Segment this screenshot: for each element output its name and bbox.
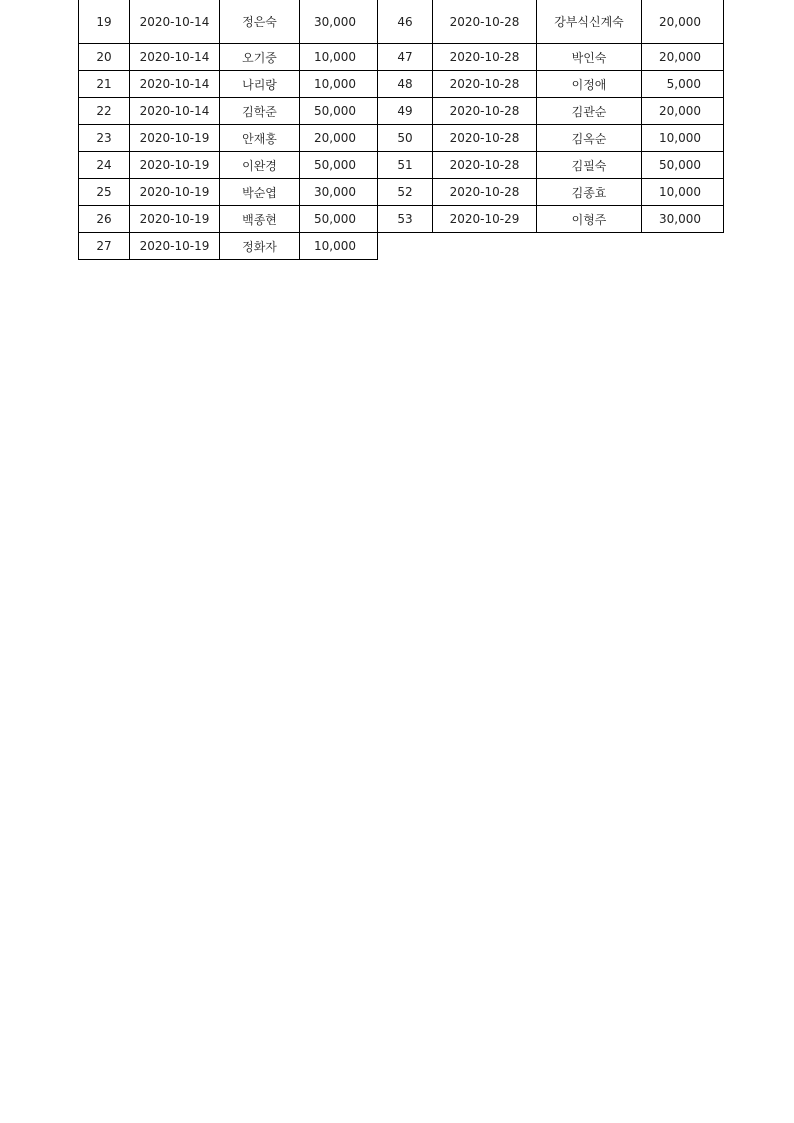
empty-cell — [537, 233, 642, 260]
donation-amount: 30,000 — [300, 0, 378, 44]
entry-number: 22 — [79, 98, 130, 125]
entry-number: 50 — [378, 125, 433, 152]
entry-date: 2020-10-28 — [433, 71, 537, 98]
table-row — [79, 206, 724, 233]
donor-name: 박순엽 — [220, 179, 300, 206]
donation-amount: 50,000 — [642, 152, 724, 179]
entry-number: 23 — [79, 125, 130, 152]
entry-number: 49 — [378, 98, 433, 125]
donor-name: 정화자 — [220, 233, 300, 260]
donor-name: 김관순 — [537, 98, 642, 125]
entry-number: 48 — [378, 71, 433, 98]
donor-name: 안재홍 — [220, 125, 300, 152]
donation-amount: 20,000 — [642, 98, 724, 125]
entry-date: 2020-10-29 — [433, 206, 537, 233]
entry-number: 27 — [79, 233, 130, 260]
empty-cell — [378, 233, 433, 260]
donation-amount: 30,000 — [642, 206, 724, 233]
entry-date: 2020-10-14 — [130, 0, 220, 44]
donor-name: 이완경 — [220, 152, 300, 179]
entry-number: 19 — [79, 0, 130, 44]
donation-amount: 30,000 — [300, 179, 378, 206]
table-row — [79, 125, 724, 152]
donor-name: 김옥순 — [537, 125, 642, 152]
donor-name: 백종현 — [220, 206, 300, 233]
entry-number: 46 — [378, 0, 433, 44]
table-row — [79, 179, 724, 206]
donation-amount: 20,000 — [642, 0, 724, 44]
donation-amount: 10,000 — [642, 179, 724, 206]
entry-number: 52 — [378, 179, 433, 206]
entry-number: 20 — [79, 44, 130, 71]
entry-date: 2020-10-28 — [433, 152, 537, 179]
entry-date: 2020-10-14 — [130, 71, 220, 98]
entry-date: 2020-10-14 — [130, 98, 220, 125]
donation-amount: 50,000 — [300, 152, 378, 179]
empty-cell — [642, 233, 724, 260]
donor-name: 이정애 — [537, 71, 642, 98]
entry-date: 2020-10-14 — [130, 44, 220, 71]
table-row — [79, 233, 724, 260]
table-row — [79, 71, 724, 98]
entry-number: 21 — [79, 71, 130, 98]
donor-name: 나리랑 — [220, 71, 300, 98]
entry-date: 2020-10-28 — [433, 179, 537, 206]
entry-date: 2020-10-28 — [433, 0, 537, 44]
table-row — [79, 0, 724, 44]
donation-amount: 10,000 — [300, 44, 378, 71]
donation-table — [78, 0, 724, 260]
entry-date: 2020-10-28 — [433, 98, 537, 125]
entry-number: 51 — [378, 152, 433, 179]
entry-number: 24 — [79, 152, 130, 179]
donor-name: 강부식신계숙 — [537, 0, 642, 44]
donor-name: 박인숙 — [537, 44, 642, 71]
entry-number: 26 — [79, 206, 130, 233]
entry-number: 25 — [79, 179, 130, 206]
entry-date: 2020-10-19 — [130, 152, 220, 179]
donation-amount: 10,000 — [300, 71, 378, 98]
table-row — [79, 152, 724, 179]
entry-date: 2020-10-19 — [130, 233, 220, 260]
entry-date: 2020-10-28 — [433, 125, 537, 152]
entry-date: 2020-10-19 — [130, 179, 220, 206]
donation-amount: 5,000 — [642, 71, 724, 98]
donor-name: 김필숙 — [537, 152, 642, 179]
entry-number: 47 — [378, 44, 433, 71]
donor-name: 이형주 — [537, 206, 642, 233]
donation-amount: 50,000 — [300, 206, 378, 233]
empty-cell — [433, 233, 537, 260]
donation-amount: 50,000 — [300, 98, 378, 125]
table-row — [79, 98, 724, 125]
donation-amount: 20,000 — [642, 44, 724, 71]
donor-name: 김학준 — [220, 98, 300, 125]
entry-date: 2020-10-19 — [130, 206, 220, 233]
table-row — [79, 44, 724, 71]
entry-number: 53 — [378, 206, 433, 233]
donation-amount: 10,000 — [300, 233, 378, 260]
entry-date: 2020-10-19 — [130, 125, 220, 152]
donor-name: 김종효 — [537, 179, 642, 206]
entry-date: 2020-10-28 — [433, 44, 537, 71]
donor-name: 오기중 — [220, 44, 300, 71]
donor-name: 정은숙 — [220, 0, 300, 44]
donation-amount: 10,000 — [642, 125, 724, 152]
donation-amount: 20,000 — [300, 125, 378, 152]
